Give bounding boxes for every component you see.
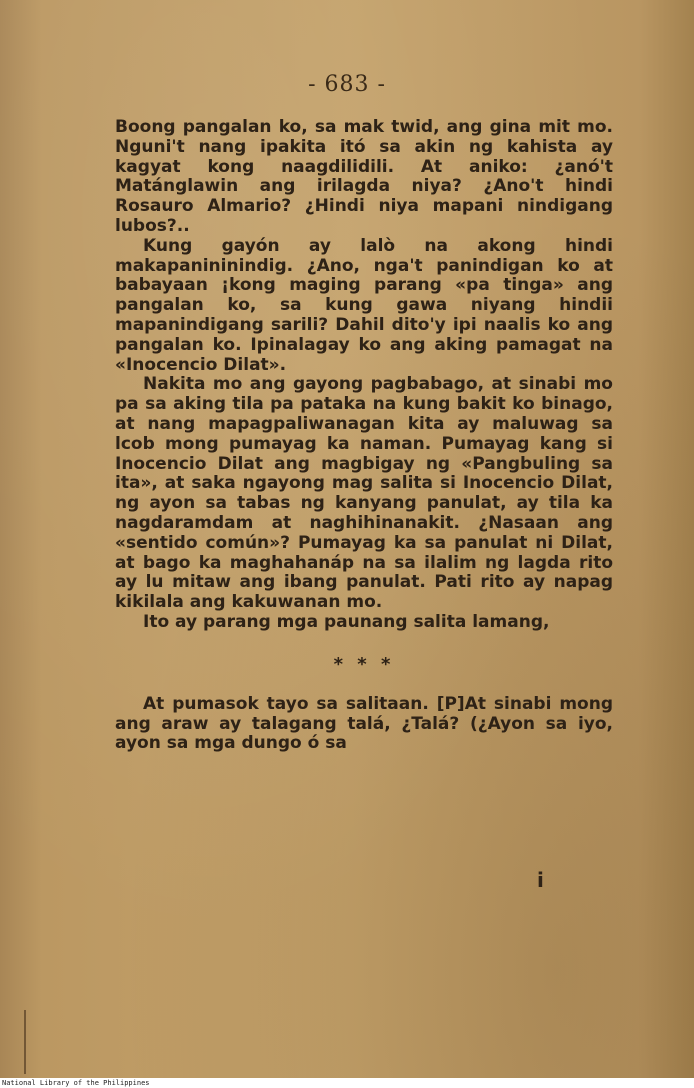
binding-shadow (24, 1010, 26, 1074)
paragraph-3: Nakita mo ang gayong pagbabago, at sinabi mo pa sa aking tila pa pataka na kung bakit ko binago, at nang mapagpaliwanagan kita ay maluwag sa lcob mong pumayag ka naman. Pumayag kang si Inocencio Dilat ang magbigay ng «Pangbuling sa ita», at saka ngayong mag salita si Inocencio Dilat, ng ayon sa tabas ng kanyang panulat, ay tila ka nagdaramdam at naghihinanakit. ¿Nasaan ang «sentido común»? Pumayag ka sa panulat ni Dilat, at bago ka maghahanáp na sa ilalim ng lagda rito ay lu mitaw ang ibang panulat. Pati rito ay napag kikilala ang kakuwanan mo. (115, 374, 613, 613)
ink-mark: i (537, 868, 544, 892)
paragraph-2: Kung gayón ay lalò na akong hindi makapanininindig. ¿Ano, nga't panindigan ko at babayaan ¡kong maging parang «pa tinga» ang pangalan ko, sa kung gawa niyang hindii mapanindigang sarili? Dahil dito'y ipi naalis ko ang pangalan ko. Ipinalagay ko ang aking pamagat na «Inocencio Dilat». (115, 235, 613, 375)
paragraph-1: Boong pangalan ko, sa mak twid, ang gina mit mo. Nguni't nang ipakita itó sa akin ng kahista ay kagyat kong naagdilidili. At aniko: ¿anó't Matánglawin ang irilagda niya? ¿Ano't hindi Rosauro Almario? ¿Hindi niya mapani nindigang lubos?.. (115, 117, 613, 236)
paragraph-4: Ito ay parang mga paunang salita lamang, (143, 611, 550, 632)
page-number: - 683 - (308, 72, 386, 97)
paragraph-5: At pumasok tayo sa salitaan. [P]At sinabi mong ang araw ay talagang talá, ¿Talá? (¿Ayon sa iyo, ayon sa mga dungo ó sa (115, 693, 613, 754)
asterism-divider: * * * (333, 653, 395, 675)
library-footer: National Library of the Philippines (0, 1078, 694, 1088)
page-body (115, 118, 613, 754)
